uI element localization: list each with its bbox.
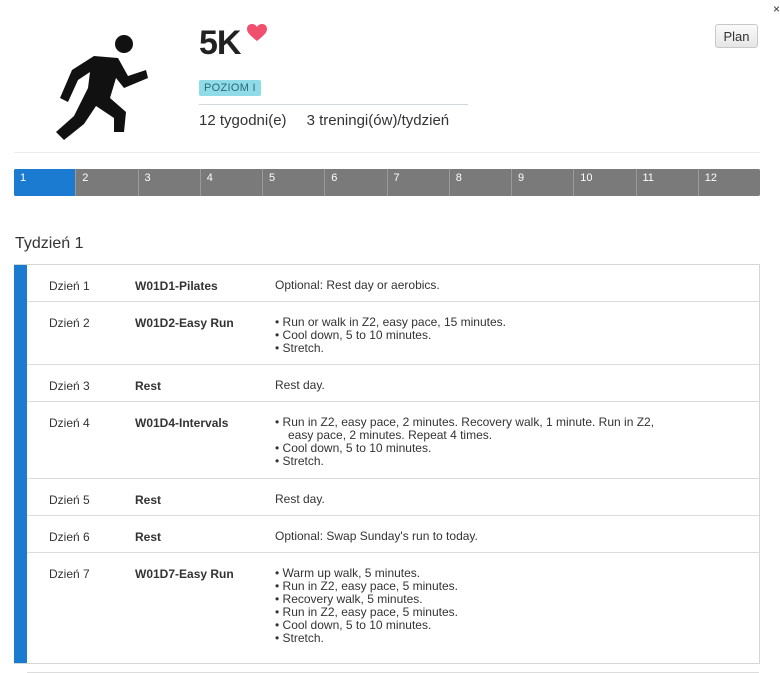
week-accent-bar <box>14 265 27 663</box>
day-label: Dzień 1 <box>49 279 90 293</box>
week-tab-5[interactable]: 5 <box>263 169 325 196</box>
day-label: Dzień 6 <box>49 530 90 544</box>
workout-name[interactable]: W01D7-Easy Run <box>135 567 234 581</box>
day-label: Dzień 5 <box>49 493 90 507</box>
day-row[interactable] <box>27 402 759 479</box>
plan-meta <box>199 112 449 129</box>
week-selector <box>14 169 760 196</box>
description-line: Rest day. <box>275 492 325 506</box>
week-tab-2[interactable]: 2 <box>76 169 138 196</box>
plan-frequency: 3 treningi(ów)/tydzień <box>306 112 450 129</box>
workout-description <box>275 493 695 506</box>
description-line: • Run in Z2, easy pace, 5 minutes. <box>275 579 458 593</box>
description-line: • Recovery walk, 5 minutes. <box>275 592 423 606</box>
workout-name[interactable]: Rest <box>135 493 162 507</box>
week-tab-12[interactable]: 12 <box>699 169 760 196</box>
week-tab-6[interactable]: 6 <box>325 169 387 196</box>
description-line: • Stretch. <box>275 631 324 645</box>
week-tab-1[interactable]: 1 <box>14 169 76 196</box>
level-badge: POZIOM I <box>199 80 261 96</box>
title-row <box>199 24 240 64</box>
day-label: Dzień 2 <box>49 316 90 330</box>
workout-name[interactable]: W01D1-Pilates <box>135 279 218 293</box>
heart-icon[interactable] <box>247 24 267 42</box>
description-line: • Cool down, 5 to 10 minutes. <box>275 441 432 455</box>
workout-description <box>275 279 695 292</box>
workout-name[interactable]: W01D2-Easy Run <box>135 316 234 330</box>
day-rows <box>27 265 759 673</box>
description-line: Optional: Rest day or aerobics. <box>275 278 440 292</box>
day-label: Dzień 4 <box>49 416 90 430</box>
description-line: easy pace, 2 minutes. Repeat 4 times. <box>288 428 493 442</box>
divider <box>14 152 760 153</box>
divider <box>199 104 468 105</box>
plan-button[interactable]: Plan <box>715 24 758 48</box>
plan-title: 5K <box>199 24 241 62</box>
description-line: • Run in Z2, easy pace, 5 minutes. <box>275 605 458 619</box>
workout-name[interactable]: Rest <box>135 379 162 393</box>
day-row[interactable] <box>27 553 759 673</box>
plan-duration: 12 tygodni(e) <box>199 112 287 129</box>
description-line: • Stretch. <box>275 454 324 468</box>
day-row[interactable] <box>27 479 759 516</box>
day-row[interactable] <box>27 365 759 402</box>
description-line: • Cool down, 5 to 10 minutes. <box>275 618 432 632</box>
week-tab-7[interactable]: 7 <box>388 169 450 196</box>
description-line: • Warm up walk, 5 minutes. <box>275 566 421 580</box>
day-row[interactable] <box>27 516 759 553</box>
week-tab-8[interactable]: 8 <box>450 169 512 196</box>
description-line: • Run in Z2, easy pace, 2 minutes. Recovery walk, 1 minute. Run in Z2, <box>275 415 655 429</box>
workout-description <box>275 379 695 392</box>
description-line: Rest day. <box>275 378 325 392</box>
workout-description <box>275 316 695 355</box>
description-line: • Run or walk in Z2, easy pace, 15 minutes. <box>275 315 506 329</box>
week-tab-9[interactable]: 9 <box>512 169 574 196</box>
week-tab-11[interactable]: 11 <box>637 169 699 196</box>
workout-description <box>275 530 695 543</box>
day-label: Dzień 7 <box>49 567 90 581</box>
close-icon[interactable]: × <box>772 2 780 16</box>
day-label: Dzień 3 <box>49 379 90 393</box>
day-row[interactable] <box>27 302 759 365</box>
runner-icon <box>50 32 152 142</box>
workout-name[interactable]: Rest <box>135 530 162 544</box>
week-tab-10[interactable]: 10 <box>574 169 636 196</box>
day-row[interactable] <box>27 265 759 302</box>
workout-description <box>275 416 695 468</box>
workout-name[interactable]: W01D4-Intervals <box>135 416 229 430</box>
week-heading: Tydzień 1 <box>15 235 84 252</box>
week-schedule <box>14 264 760 664</box>
workout-description <box>275 567 695 645</box>
week-tab-3[interactable]: 3 <box>139 169 201 196</box>
week-tab-4[interactable]: 4 <box>201 169 263 196</box>
description-line: Optional: Swap Sunday's run to today. <box>275 529 478 543</box>
description-line: • Stretch. <box>275 341 324 355</box>
description-line: • Cool down, 5 to 10 minutes. <box>275 328 432 342</box>
